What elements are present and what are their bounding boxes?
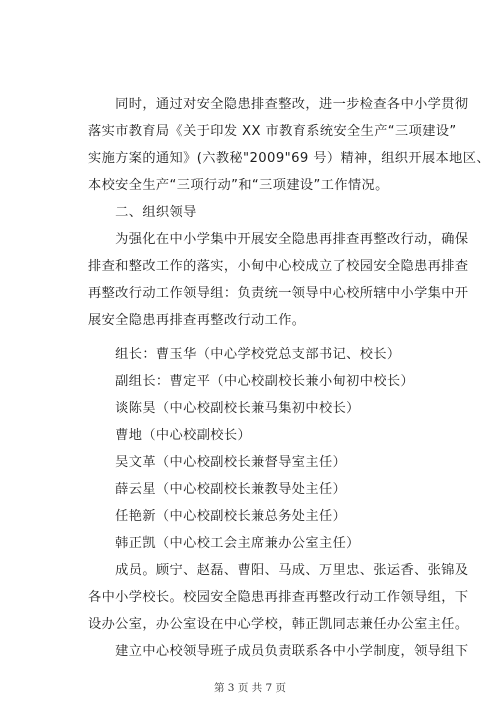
body-line: 排查和整改工作的落实，小甸中心校成立了校园安全隐患再排查 xyxy=(88,259,469,274)
body-line: 实施方案的通知》(六教秘"2009"69 号）精神，组织开展本地区、 xyxy=(88,151,490,166)
body-line: 同时，通过对安全隐患排查整改，进一步检查各中小学贯彻 xyxy=(88,97,469,112)
member-line: 薛云星（中心校副校长兼教导处主任） xyxy=(88,482,347,497)
section-heading: 二、组织领导 xyxy=(88,205,197,220)
member-line: 韩正凯（中心校工会主席兼办公室主任） xyxy=(88,536,360,551)
page-number: 第 3 页 共 7 页 xyxy=(213,682,287,694)
member-line: 任艳新（中心校副校长兼总务处主任） xyxy=(88,509,347,524)
member-line: 曹地（中心校副校长） xyxy=(88,428,252,443)
member-line: 谈陈昊（中心校副校长兼马集初中校长） xyxy=(88,401,360,416)
body-line: 建立中心校领导班子成员负责联系各中小学制度，领导组下 xyxy=(88,644,469,659)
member-line: 吴文革（中心校副校长兼督导室主任） xyxy=(88,455,347,470)
body-line: 设办公室，办公室设在中心学校，韩正凯同志兼任办公室主任。 xyxy=(88,617,469,632)
leader-line: 组长：曹玉华（中心学校党总支部书记、校长） xyxy=(88,347,401,362)
body-line: 展安全隐患再排查再整改行动工作。 xyxy=(88,313,306,328)
body-line: 成员。顾宁、赵磊、曹阳、马成、万里忠、张运香、张锦及 xyxy=(88,563,469,578)
body-line: 本校安全生产“三项行动”和“三项建设”工作情况。 xyxy=(88,178,389,193)
leader-line: 副组长：曹定平（中心校副校长兼小甸初中校长） xyxy=(88,374,415,389)
body-line: 落实市教育局《关于印发 XX 市教育系统安全生产“三项建设” xyxy=(88,124,457,139)
body-line: 各中小学校长。校园安全隐患再排查再整改行动工作领导组，下 xyxy=(88,590,469,605)
body-line: 再整改行动工作领导组：负责统一领导中心校所辖中小学集中开 xyxy=(88,286,469,301)
body-line: 为强化在中小学集中开展安全隐患再排查再整改行动，确保 xyxy=(88,232,469,247)
